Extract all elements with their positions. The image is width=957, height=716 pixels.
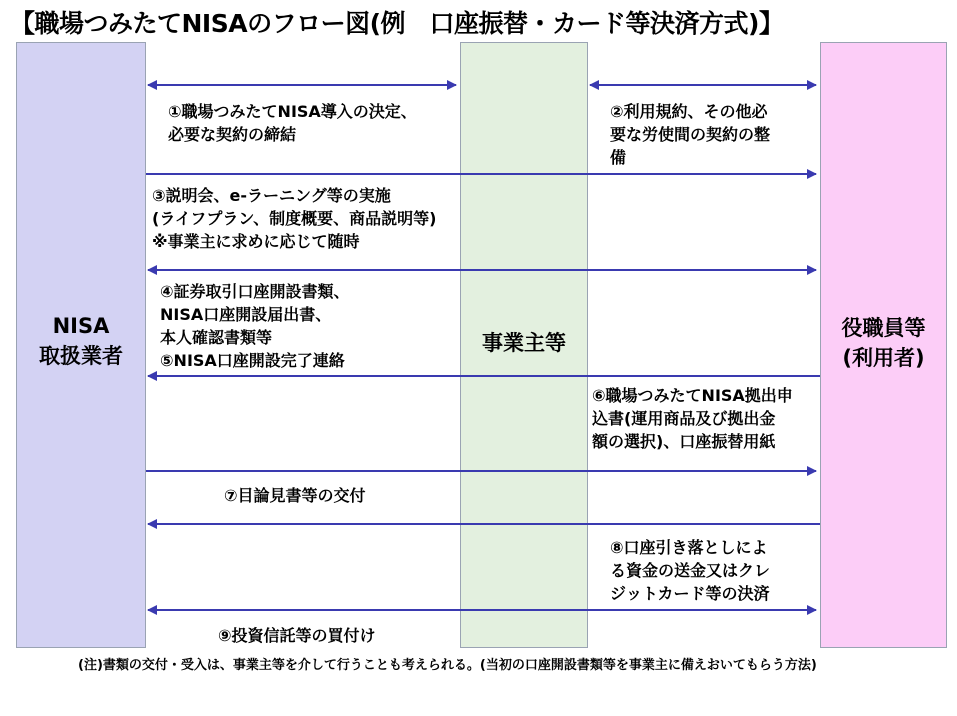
footnote: (注)書類の交付・受入は、事業主等を介して行うことも考えられる。(当初の口座開設書類等を事業主に備えおいてもらう方法) [78, 658, 817, 673]
step-2-line: ②利用規約、その他必 [610, 102, 768, 121]
step-6-text [592, 384, 793, 453]
step-8-text [610, 536, 770, 605]
step-8-line: ⑧口座引き落としによ [610, 538, 768, 557]
staff-label-line2: (利用者) [842, 346, 925, 370]
step-3-text [152, 184, 436, 253]
step-2-line: 要な労使間の契約の整 [610, 125, 771, 144]
step-9-text [218, 624, 376, 647]
step-1-line: ①職場つみたてNISA導入の決定、 [168, 102, 417, 121]
step-4-line: ④証券取引口座開設書類、 [160, 282, 350, 301]
step-8-line: る資金の送金又はクレ [610, 561, 771, 580]
page-title: 【職場つみたてNISAのフロー図(例 口座振替・カード等決済方式)】 [10, 9, 784, 38]
step-4-line: 本人確認書類等 [160, 328, 273, 347]
step-6-line: ⑥職場つみたてNISA拠出申 [592, 386, 793, 405]
step-3-line: (ライフプラン、制度概要、商品説明等) [152, 209, 437, 228]
step-9-line: ⑨投資信託等の買付け [218, 626, 376, 645]
employer-label-text: 事業主等 [482, 331, 566, 355]
nisa-provider-label-line1: NISA [52, 314, 110, 338]
step-1-line: 必要な契約の締結 [168, 125, 297, 144]
step-1-text [168, 100, 417, 146]
staff-label-line1: 役職員等 [841, 316, 926, 340]
step-2-line: 備 [610, 148, 627, 167]
step-3-line: ③説明会、e-ラーニング等の実施 [152, 186, 391, 205]
nisa-provider-label-line2: 取扱業者 [39, 344, 123, 368]
step-6-line: 込書(運用商品及び拠出金 [592, 409, 776, 428]
step-6-line: 額の選択)、口座振替用紙 [592, 432, 776, 451]
step-7-line: ⑦目論見書等の交付 [224, 486, 366, 505]
step-3-line: ※事業主に求めに応じて随時 [152, 232, 360, 251]
step-4-5-text [160, 280, 350, 372]
step-8-line: ジットカード等の決済 [610, 584, 770, 603]
step-2-text [610, 100, 770, 169]
step-7-text [224, 484, 366, 507]
step-5-line: ⑤NISA口座開設完了連絡 [160, 351, 345, 370]
step-4-line: NISA口座開設届出書、 [160, 305, 332, 324]
